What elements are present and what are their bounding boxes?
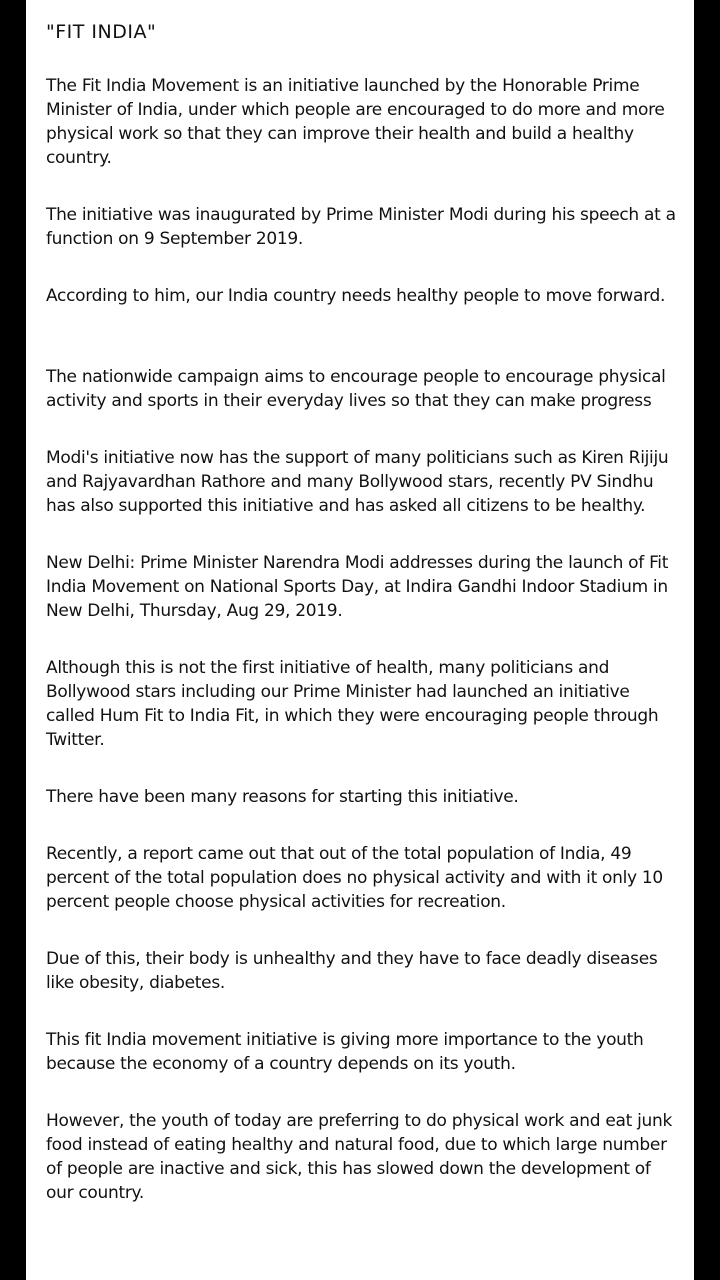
paragraph-12: However, the youth of today are preferring to do physical work and eat junk food instead of eating healthy and natural food, due to which large number of people are inactive and sick, this has slowed down the development of our country. [46,1111,673,1203]
paragraph-6: New Delhi: Prime Minister Narendra Modi addresses during the launch of Fit India Movement on National Sports Day, at Indira Gandhi Indoor Stadium in New Delhi, Thursday, Aug 29, 2019. [46,553,669,621]
paragraph-10: Due of this, their body is unhealthy and they have to face deadly diseases like obesity, diabetes. [46,949,658,993]
paragraph-1: The Fit India Movement is an initiative launched by the Honorable Prime Minister of India, under which people are encouraged to do more and more physical work so that they can improve their health and build a healthy country. [46,76,665,168]
paragraph-2: The initiative was inaugurated by Prime Minister Modi during his speech at a function on 9 September 2019. [46,205,676,249]
paragraph-7: Although this is not the first initiative of health, many politicians and Bollywood stars including our Prime Minister had launched an initiative called Hum Fit to India Fit, in which they were encouraging people through Twitter. [46,658,659,750]
document-page [26,0,694,1280]
paragraph-5: Modi's initiative now has the support of many politicians such as Kiren Rijiju and Rajyavardhan Rathore and many Bollywood stars, recently PV Sindhu has also supported this initiative and has asked all citizens to be healthy. [46,448,669,516]
paragraph-9: Recently, a report came out that out of the total population of India, 49 percent of the total population does no physical activity and with it only 10 percent people choose physical activities for recreation. [46,844,663,912]
paragraph-4: The nationwide campaign aims to encourage people to encourage physical activity and sports in their everyday lives so that they can make progress [46,367,666,411]
paragraph-3: According to him, our India country needs healthy people to move forward. [46,286,666,306]
paragraph-11: This fit India movement initiative is giving more importance to the youth because the economy of a country depends on its youth. [46,1030,644,1074]
paragraph-8: There have been many reasons for starting this initiative. [46,787,519,807]
document-title: "FIT INDIA" [46,21,157,43]
